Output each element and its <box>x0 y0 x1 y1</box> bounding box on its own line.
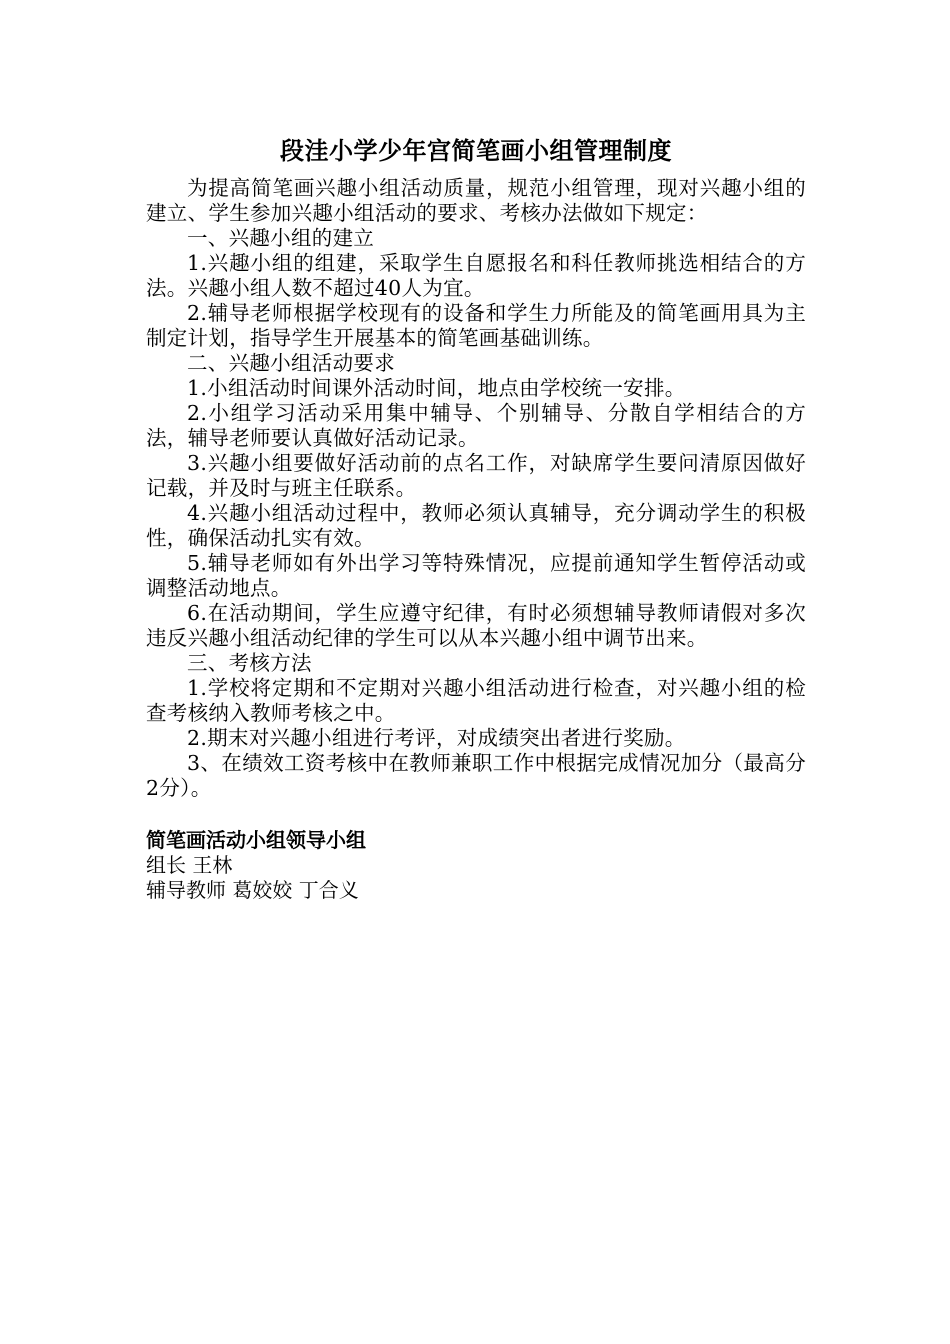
group-title: 简笔画活动小组领导小组 <box>146 828 366 852</box>
paragraph-item: 4.兴趣小组活动过程中，教师必须认真辅导，充分调动学生的积极性，确保活动扎实有效。 <box>146 501 806 550</box>
paragraph-item: 1.小组活动时间课外活动时间，地点由学校统一安排。 <box>187 376 686 400</box>
section-heading-2: 二、兴趣小组活动要求 <box>187 351 395 375</box>
paragraph-item: 3、在绩效工资考核中在教师兼职工作中根据完成情况加分（最高分2分）。 <box>146 751 806 800</box>
section-heading-3: 三、考核方法 <box>187 651 312 675</box>
paragraph-item: 5.辅导老师如有外出学习等特殊情况，应提前通知学生暂停活动或调整活动地点。 <box>146 551 806 600</box>
paragraph-intro: 为提高简笔画兴趣小组活动质量，规范小组管理，现对兴趣小组的建立、学生参加兴趣小组活动的要求、考核办法做如下规定： <box>146 176 806 225</box>
paragraph-item: 2.小组学习活动采用集中辅导、个别辅导、分散自学相结合的方法，辅导老师要认真做好活动记录。 <box>146 401 806 450</box>
group-teachers: 辅导教师 葛姣姣 丁合义 <box>146 878 359 902</box>
paragraph-item: 2.期末对兴趣小组进行考评，对成绩突出者进行奖励。 <box>187 726 686 750</box>
section-spacer <box>146 801 806 827</box>
group-leader: 组长 王林 <box>146 853 233 877</box>
paragraph-item: 2.辅导老师根据学校现有的设备和学生力所能及的简笔画用具为主制定计划，指导学生开展基本的简笔画基础训练。 <box>146 301 806 350</box>
document-title: 段洼小学少年宫简笔画小组管理制度 <box>280 136 672 165</box>
paragraph-item: 3.兴趣小组要做好活动前的点名工作，对缺席学生要问清原因做好记载，并及时与班主任联系。 <box>146 451 806 500</box>
document-page <box>146 134 806 903</box>
paragraph-item: 1.兴趣小组的组建，采取学生自愿报名和科任教师挑选相结合的方法。兴趣小组人数不超过40人为宜。 <box>146 251 806 300</box>
section-heading-1: 一、兴趣小组的建立 <box>187 226 375 250</box>
document-body <box>146 176 806 801</box>
paragraph-item: 6.在活动期间，学生应遵守纪律，有时必须想辅导教师请假对多次违反兴趣小组活动纪律的学生可以从本兴趣小组中调节出来。 <box>146 601 806 650</box>
paragraph-item: 1.学校将定期和不定期对兴趣小组活动进行检查，对兴趣小组的检查考核纳入教师考核之中。 <box>146 676 806 725</box>
leadership-group <box>146 827 806 903</box>
